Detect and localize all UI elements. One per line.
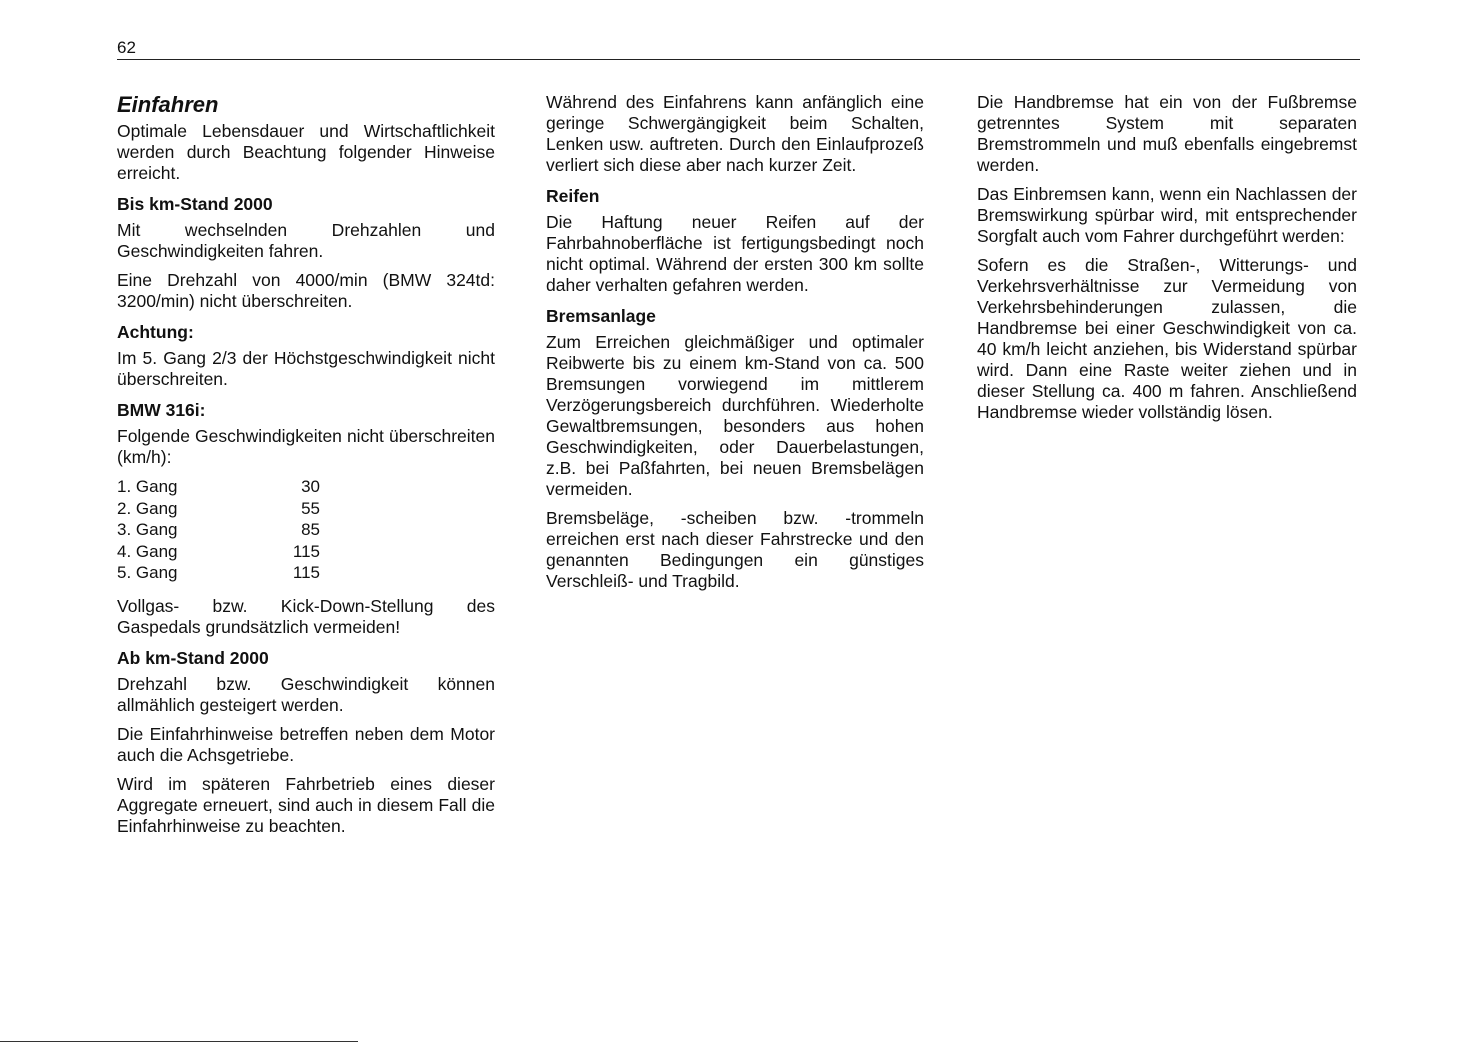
- gear-label: 3. Gang: [117, 520, 178, 540]
- gear-speed: 85: [301, 520, 320, 540]
- table-row: [117, 562, 320, 584]
- section-title-einfahren: Einfahren: [117, 92, 219, 117]
- gear-speed: 30: [301, 477, 320, 497]
- table-row: [117, 541, 320, 563]
- paragraph-aggregate: Wird im späteren Fahrbetrieb eines dieser Aggregate erneuert, sind auch in diesem Fall die Einfahrhinweise zu beachten.: [117, 773, 495, 836]
- paragraph-drehzahl-steigern: Drehzahl bzw. Geschwindigkeit können allmählich gesteigert werden.: [117, 673, 495, 715]
- column-right: [977, 92, 1357, 431]
- paragraph-vollgas: Vollgas- bzw. Kick-Down-Stellung des Gaspedals grundsätzlich vermeiden!: [117, 595, 495, 637]
- heading-achtung: Achtung:: [117, 322, 194, 342]
- paragraph-handbremse: Die Handbremse hat ein von der Fußbremse getrenntes System mit separaten Bremstrommeln und muß ebenfalls eingebremst werden.: [977, 92, 1357, 175]
- paragraph-handbremse-anziehen: Sofern es die Straßen-, Witterungs- und Verkehrsverhältnisse zur Vermeidung von Verkehrsbehinderungen zulassen, die Handbremse bei einer Geschwindigkeit von ca. 40 km/h leicht anziehen, bis Widerstand spürbar wird. Dann eine Raste weiter ziehen und in dieser Stellung ca. 400 m fahren. Anschließend Handbremse wieder vollständig lösen.: [977, 255, 1357, 422]
- paragraph-schwergaengigkeit: Während des Einfahrens kann anfänglich eine geringe Schwergängigkeit beim Schalten, Lenken usw. auftreten. Durch den Einlaufprozeß verliert sich diese aber nach kurzer Zeit.: [546, 92, 924, 175]
- paragraph-reifen: Die Haftung neuer Reifen auf der Fahrbahnoberfläche ist fertigungsbedingt noch nicht optimal. Während der ersten 300 km sollte daher verhalten gefahren werden.: [546, 212, 924, 295]
- table-row: [117, 519, 320, 541]
- gear-label: 1. Gang: [117, 477, 178, 497]
- paragraph-achsgetriebe: Die Einfahrhinweise betreffen neben dem Motor auch die Achsgetriebe.: [117, 723, 495, 765]
- footer-rule: [0, 1041, 358, 1042]
- gear-speed: 115: [292, 563, 320, 583]
- table-row: [117, 498, 320, 520]
- header-rule: [117, 59, 1360, 60]
- heading-bmw-316i: BMW 316i:: [117, 400, 206, 420]
- column-middle: [546, 92, 924, 600]
- column-left: [117, 92, 495, 845]
- heading-reifen: Reifen: [546, 186, 600, 206]
- heading-bis-km-stand: Bis km-Stand 2000: [117, 194, 273, 214]
- gear-label: 5. Gang: [117, 563, 178, 583]
- gear-label: 4. Gang: [117, 541, 178, 561]
- intro-paragraph: Optimale Lebensdauer und Wirtschaftlichkeit werden durch Beachtung folgender Hinweise erreicht.: [117, 121, 495, 183]
- paragraph-achtung: Im 5. Gang 2/3 der Höchstgeschwindigkeit nicht überschreiten.: [117, 348, 495, 389]
- paragraph-bremsungen: Zum Erreichen gleichmäßiger und optimaler Reibwerte bis zu einem km-Stand von ca. 500 Bremsungen vorwiegend im mittlerem Verzögerungsbereich durchführen. Wiederholte Gewaltbremsungen, besonders aus hohen Geschwindigkeiten, oder Dauerbelastungen, z.B. bei Paßfahrten, bei neuen Bremsbelägen vermeiden.: [546, 332, 924, 499]
- paragraph-drehzahlen: Mit wechselnden Drehzahlen und Geschwindigkeiten fahren.: [117, 220, 495, 261]
- gear-speed-table: [117, 476, 320, 584]
- heading-ab-km-stand: Ab km-Stand 2000: [117, 647, 269, 668]
- paragraph-bremsbelaege: Bremsbeläge, -scheiben bzw. -trommeln erreichen erst nach dieser Fahrstrecke und den genannten Bedingungen ein günstiges Verschleiß- und Tragbild.: [546, 508, 924, 591]
- page-number: 62: [117, 38, 136, 57]
- paragraph-geschwindigkeiten: Folgende Geschwindigkeiten nicht überschreiten (km/h):: [117, 426, 495, 467]
- gear-speed: 55: [301, 498, 320, 518]
- gear-label: 2. Gang: [117, 498, 178, 518]
- gear-speed: 115: [292, 541, 320, 561]
- table-row: [117, 476, 320, 498]
- heading-bremsanlage: Bremsanlage: [546, 306, 656, 326]
- paragraph-einbremsen: Das Einbremsen kann, wenn ein Nachlassen der Bremswirkung spürbar wird, mit entsprechender Sorgfalt auch vom Fahrer durchgeführt werden:: [977, 184, 1357, 246]
- paragraph-drehzahl-limit: Eine Drehzahl von 4000/min (BMW 324td: 3200/min) nicht überschreiten.: [117, 270, 495, 311]
